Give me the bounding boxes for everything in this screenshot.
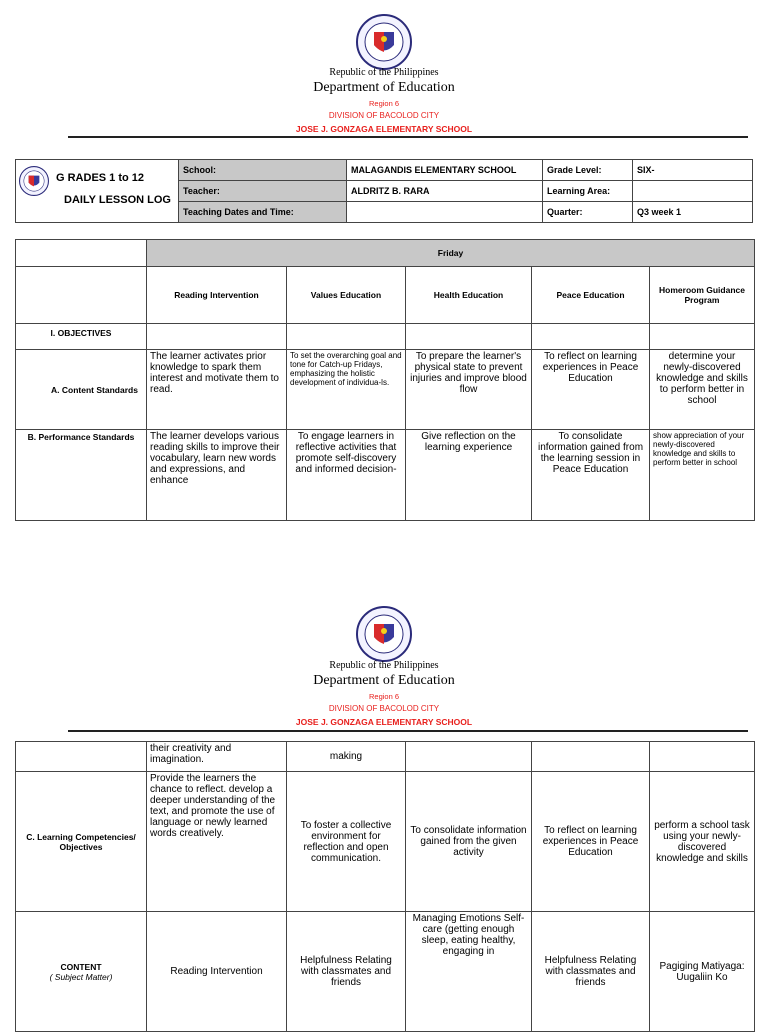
lesson-plan-table-page2 xyxy=(15,741,755,1032)
school-header: JOSE J. GONZAGA ELEMENTARY SCHOOL xyxy=(295,124,473,134)
division-label: DIVISION OF BACOLOD CITY xyxy=(328,704,440,713)
quarter-value: Q3 week 1 xyxy=(633,202,753,223)
table-cell: Pagiging Matiyaga: Uugaliin Ko xyxy=(650,912,755,1032)
region-label: Region 6 xyxy=(368,99,400,108)
column-header: Values Education xyxy=(287,267,406,324)
grade-level-label: Grade Level: xyxy=(543,160,633,181)
table-cell: determine your newly-discovered knowledge and skills to perform better in school xyxy=(650,350,755,430)
table-cell: To consolidate information gained from the given activity xyxy=(406,772,532,912)
grade-level-value: SIX- xyxy=(633,160,753,181)
deped-seal-icon xyxy=(19,166,49,196)
table-cell: To set the overarching goal and tone for Catch-up Fridays, emphasizing the holistic development of individua-ls. xyxy=(287,350,406,430)
table-cell: Provide the learners the chance to reflect. develop a deeper understanding of the text, and promote the use of language or newly learned words creatively. xyxy=(147,772,287,912)
table-cell xyxy=(532,742,650,772)
region-label: Region 6 xyxy=(368,692,400,701)
republic-label: Republic of the Philippines xyxy=(329,660,439,671)
table-cell: To prepare the learner's physical state to prevent injuries and improve blood flow xyxy=(406,350,532,430)
learning-area-value xyxy=(633,181,753,202)
department-title: Department of Education xyxy=(313,80,455,95)
table-cell xyxy=(650,742,755,772)
header-rule xyxy=(68,136,748,138)
column-header: Homeroom Guidance Program xyxy=(650,267,755,324)
subject-label-cell xyxy=(16,267,147,324)
school-header: JOSE J. GONZAGA ELEMENTARY SCHOOL xyxy=(295,717,473,727)
table-cell: Helpfulness Relating with classmates and friends xyxy=(532,912,650,1032)
table-cell xyxy=(406,742,532,772)
column-header: Peace Education xyxy=(532,267,650,324)
table-cell: To reflect on learning experiences in Peace Education xyxy=(532,772,650,912)
table-cell: To consolidate information gained from the learning session in Peace Education xyxy=(532,430,650,521)
lesson-plan-table-page1 xyxy=(15,239,755,521)
teacher-value: ALDRITZ B. RARA xyxy=(347,181,543,202)
lesson-log-title: DAILY LESSON LOG xyxy=(64,194,171,206)
table-cell: Managing Emotions Self-care (getting enough sleep, eating healthy, engaging in xyxy=(406,912,532,1032)
teaching-dates-label: Teaching Dates and Time: xyxy=(179,202,347,223)
table-cell: To foster a collective environment for reflection and open communication. xyxy=(287,772,406,912)
table-cell: show appreciation of your newly-discovered knowledge and skills to perform better in school xyxy=(650,430,755,521)
content-standards-label: A. Content Standards xyxy=(16,350,147,430)
deped-seal-icon xyxy=(356,14,412,70)
school-label: School: xyxy=(179,160,347,181)
header-rule xyxy=(68,730,748,732)
objectives-label: I. OBJECTIVES xyxy=(16,324,147,350)
content-label-cell xyxy=(16,912,147,1032)
quarter-label: Quarter: xyxy=(543,202,633,223)
table-cell: To reflect on learning experiences in Peace Education xyxy=(532,350,650,430)
department-title: Department of Education xyxy=(313,673,455,688)
table-cell: making xyxy=(287,742,406,772)
table-cell: To engage learners in reflective activities that promote self-discovery and informed decision- xyxy=(287,430,406,521)
content-sublabel: ( Subject Matter) xyxy=(49,971,113,982)
table-cell: The learner develops various reading skills to improve their vocabulary, learn new words and expressions, and enhance xyxy=(147,430,287,521)
table-cell: The learner activates prior knowledge to spark them interest and motivate them to read. xyxy=(147,350,287,430)
content-label: CONTENT xyxy=(60,961,102,972)
lesson-log-info-table xyxy=(15,159,753,223)
school-value: MALAGANDIS ELEMENTARY SCHOOL xyxy=(347,160,543,181)
corner-cell xyxy=(16,240,147,267)
column-header: Reading Intervention xyxy=(147,267,287,324)
table-cell: perform a school task using your newly-discovered knowledge and skills xyxy=(650,772,755,912)
republic-label: Republic of the Philippines xyxy=(329,67,439,78)
performance-standards-label: B. Performance Standards xyxy=(16,430,147,521)
day-header: Friday xyxy=(147,240,755,267)
teacher-label: Teacher: xyxy=(179,181,347,202)
deped-seal-icon xyxy=(356,606,412,662)
table-cell: Give reflection on the learning experience xyxy=(406,430,532,521)
division-label: DIVISION OF BACOLOD CITY xyxy=(328,111,440,120)
table-cell: their creativity and imagination. xyxy=(147,742,287,772)
lesson-log-title-cell xyxy=(16,160,179,223)
learning-area-label: Learning Area: xyxy=(543,181,633,202)
table-cell: Helpfulness Relating with classmates and friends xyxy=(287,912,406,1032)
table-cell: Reading Intervention xyxy=(147,912,287,1032)
lesson-log-grades: G RADES 1 to 12 xyxy=(56,172,145,184)
learning-competencies-label: C. Learning Competencies/ Objectives xyxy=(16,772,147,912)
column-header: Health Education xyxy=(406,267,532,324)
teaching-dates-value xyxy=(347,202,543,223)
